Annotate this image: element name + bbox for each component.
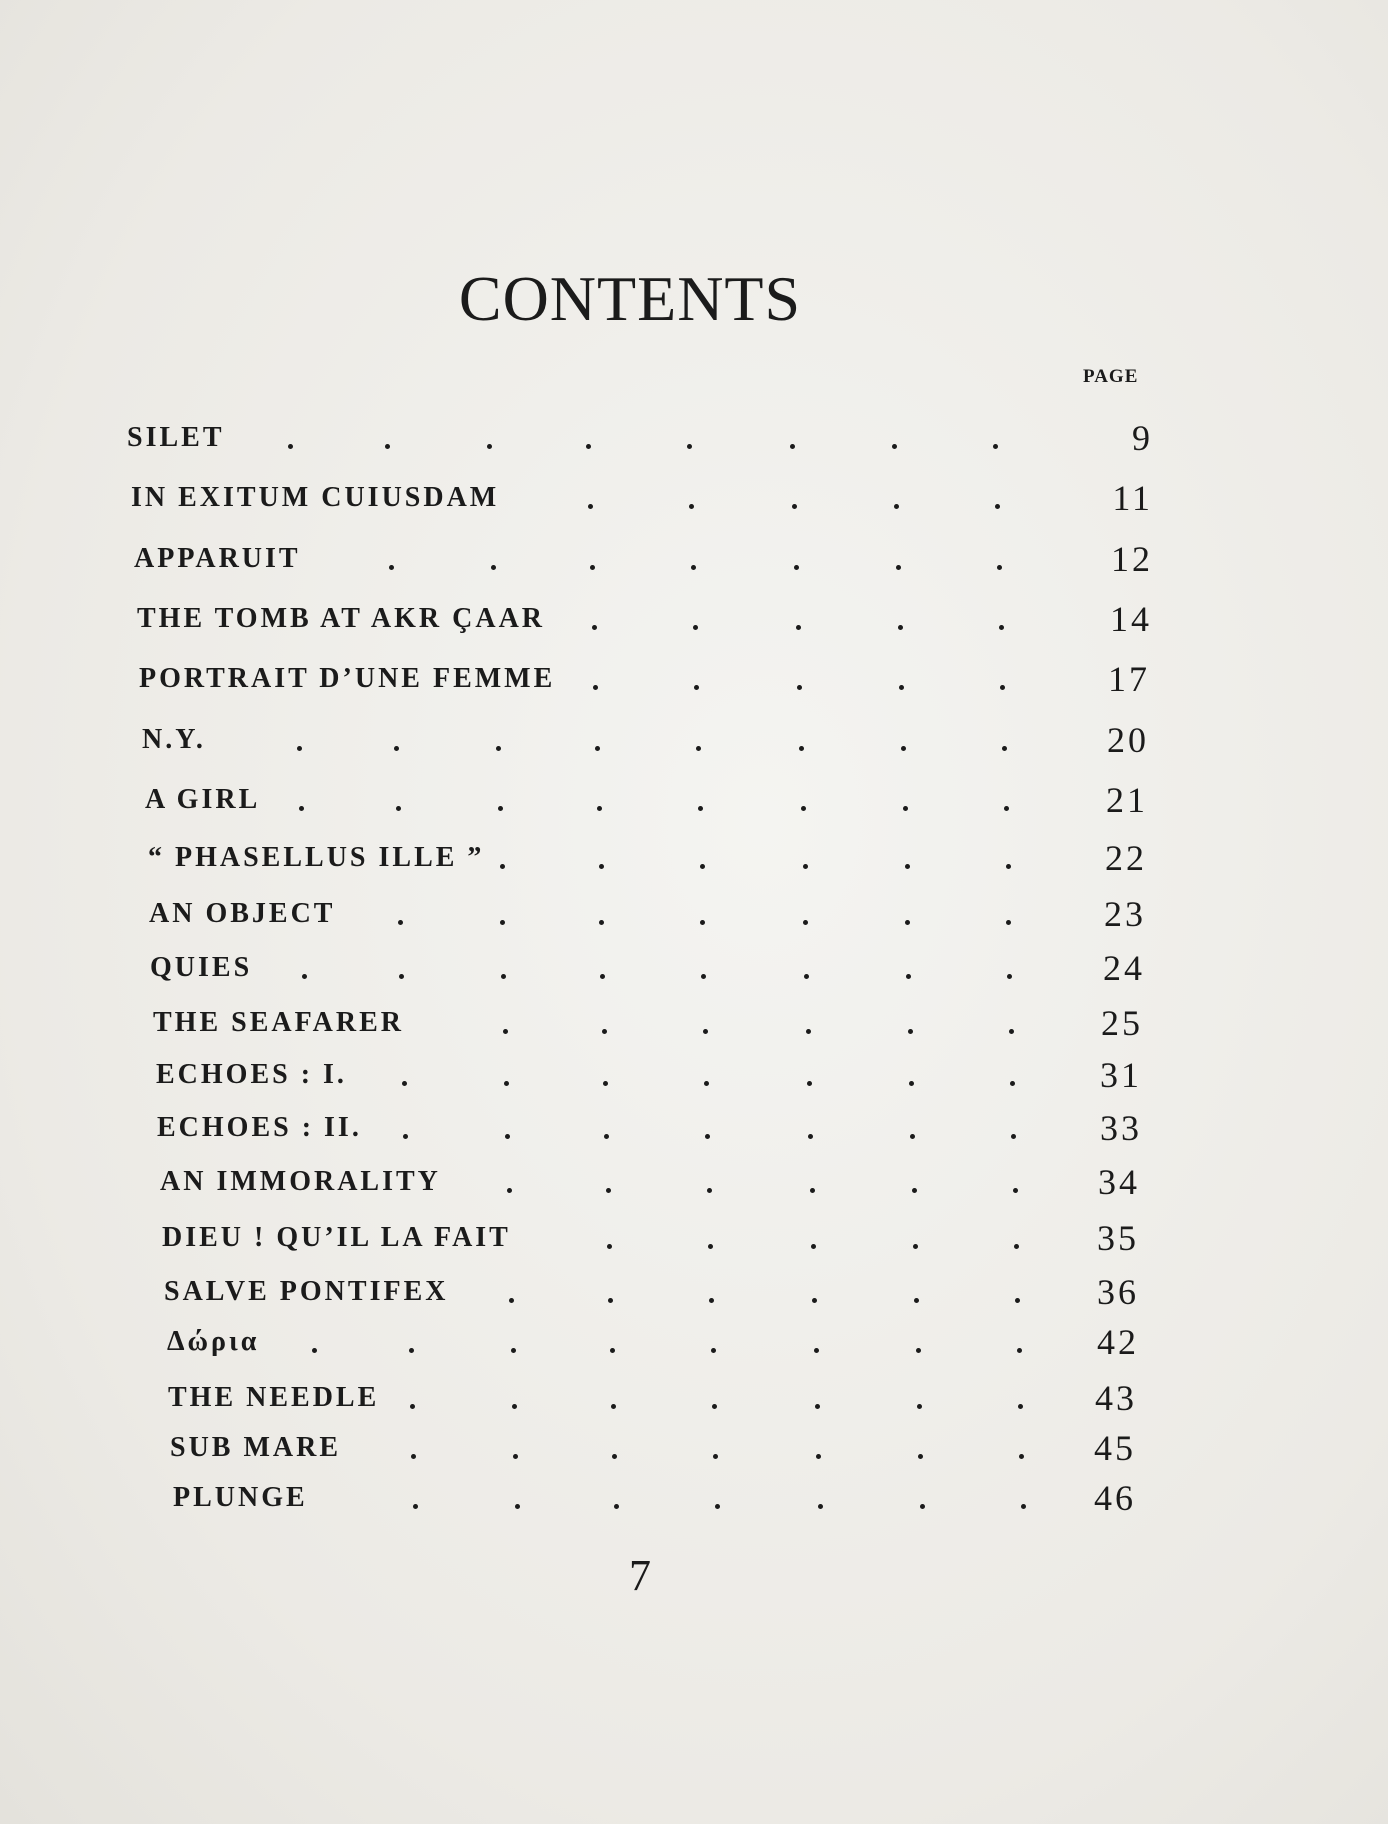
toc-entry-page: 22 [1105,838,1147,878]
toc-entry [0,659,1388,715]
dot-leader [0,1170,1388,1190]
leader-dot [694,685,699,690]
leader-dot [687,444,692,449]
leader-dot [691,565,696,570]
leader-dot [1007,974,1012,979]
leader-dot [917,1404,922,1409]
leader-dot [402,1081,407,1086]
dot-leader [0,1226,1388,1246]
dot-leader [0,1011,1388,1031]
dot-leader [0,728,1388,748]
leader-dot [491,565,496,570]
toc-entry-title: THE NEEDLE [168,1382,380,1413]
leader-dot [1017,1348,1022,1353]
leader-dot [507,1188,512,1193]
leader-dot [818,1504,823,1509]
leader-dot [297,746,302,751]
toc-entry-title: APPARUIT [134,543,301,574]
dot-leader [0,1436,1388,1456]
leader-dot [1000,685,1005,690]
leader-dot [410,1404,415,1409]
toc-entry-title: DIEU ! QU’IL LA FAIT [162,1222,511,1253]
leader-dot [604,1134,609,1139]
leader-dot [1015,1298,1020,1303]
toc-entry [0,1162,1388,1218]
leader-dot [1021,1504,1026,1509]
toc-entry-title: QUIES [150,952,253,983]
leader-dot [700,864,705,869]
toc-entry [0,1055,1388,1111]
leader-dot [592,625,597,630]
dot-leader [0,1280,1388,1300]
leader-dot [693,625,698,630]
leader-dot [399,974,404,979]
leader-dot [715,1504,720,1509]
leader-dot [700,920,705,925]
leader-dot [299,806,304,811]
leader-dot [602,1029,607,1034]
leader-dot [705,1134,710,1139]
leader-dot [918,1454,923,1459]
leader-dot [512,1404,517,1409]
toc-entry-title: A GIRL [145,784,261,815]
toc-entry-page: 24 [1103,948,1145,988]
leader-dot [711,1348,716,1353]
page-number: 7 [629,1551,651,1600]
dot-leader [0,607,1388,627]
toc-entry [0,599,1388,655]
leader-dot [1006,920,1011,925]
leader-dot [920,1504,925,1509]
leader-dot [511,1348,516,1353]
toc-entry [0,1428,1388,1484]
leader-dot [906,974,911,979]
toc-entry-page: 31 [1100,1055,1142,1095]
toc-entry-page: 20 [1107,720,1149,760]
leader-dot [804,974,809,979]
leader-dot [504,1081,509,1086]
dot-leader [0,1116,1388,1136]
leader-dot [1006,864,1011,869]
leader-dot [505,1134,510,1139]
leader-dot [811,1244,816,1249]
dot-leader [0,956,1388,976]
leader-dot [1019,1454,1024,1459]
leader-dot [898,625,903,630]
leader-dot [794,565,799,570]
leader-dot [593,685,598,690]
leader-dot [792,504,797,509]
toc-entry-title: SUB MARE [170,1432,342,1463]
leader-dot [892,444,897,449]
leader-dot [595,746,600,751]
dot-leader [0,902,1388,922]
leader-dot [903,806,908,811]
page-title: CONTENTS [458,263,802,334]
dot-leader [0,486,1388,506]
leader-dot [515,1504,520,1509]
toc-entry-page: 42 [1097,1322,1139,1362]
leader-dot [1013,1188,1018,1193]
toc-entry-title: AN OBJECT [149,898,336,929]
dot-leader [0,1063,1388,1083]
toc-entry-page: 9 [1132,418,1153,458]
toc-entry-page: 17 [1108,659,1150,699]
leader-dot [610,1348,615,1353]
leader-dot [597,806,602,811]
leader-dot [607,1244,612,1249]
leader-dot [899,685,904,690]
toc-entry-page: 45 [1094,1428,1136,1468]
leader-dot [810,1188,815,1193]
toc-entry-page: 11 [1112,478,1153,518]
leader-dot [1010,1081,1015,1086]
leader-dot [599,920,604,925]
leader-dot [603,1081,608,1086]
toc-entry-title: “ PHASELLUS ILLE ” [148,842,485,873]
leader-dot [999,625,1004,630]
leader-dot [712,1404,717,1409]
dot-leader [0,667,1388,687]
toc-entry-page: 23 [1104,894,1146,934]
toc-entry-title: ECHOES : II. [157,1112,362,1143]
toc-entry [0,1218,1388,1274]
toc-entry-title: PORTRAIT D’UNE FEMME [139,663,556,694]
toc-entry-title: PLUNGE [173,1482,308,1513]
leader-dot [797,685,802,690]
leader-dot [701,974,706,979]
dot-leader [0,788,1388,808]
leader-dot [398,920,403,925]
toc-entry-title: THE SEAFARER [153,1007,404,1038]
leader-dot [394,746,399,751]
toc-entry-page: 14 [1110,599,1152,639]
leader-dot [796,625,801,630]
leader-dot [600,974,605,979]
dot-leader [0,846,1388,866]
leader-dot [905,920,910,925]
leader-dot [704,1081,709,1086]
leader-dot [599,864,604,869]
toc-entry [0,1322,1388,1378]
toc-entry-title: THE TOMB AT AKR ÇAAR [137,603,546,634]
leader-dot [498,806,503,811]
toc-entry [0,418,1388,474]
leader-dot [894,504,899,509]
leader-dot [608,1298,613,1303]
dot-leader [0,547,1388,567]
leader-dot [908,1029,913,1034]
toc-entry [0,478,1388,534]
toc-entry [0,948,1388,1004]
leader-dot [403,1134,408,1139]
leader-dot [396,806,401,811]
leader-dot [614,1504,619,1509]
leader-dot [1002,746,1007,751]
leader-dot [807,1081,812,1086]
leader-dot [708,1244,713,1249]
leader-dot [496,746,501,751]
leader-dot [905,864,910,869]
toc-entry-page: 36 [1097,1272,1139,1312]
leader-dot [995,504,1000,509]
leader-dot [790,444,795,449]
toc-entry [0,1378,1388,1434]
leader-dot [812,1298,817,1303]
toc-entry-title: SALVE PONTIFEX [164,1276,449,1307]
leader-dot [413,1504,418,1509]
leader-dot [703,1029,708,1034]
toc-entry [0,1272,1388,1328]
toc-entry-page: 25 [1101,1003,1143,1043]
toc-entry-page: 35 [1097,1218,1139,1258]
leader-dot [500,920,505,925]
leader-dot [1011,1134,1016,1139]
leader-dot [1018,1404,1023,1409]
toc-entry [0,1108,1388,1164]
toc-entry-title: ECHOES : I. [156,1059,347,1090]
toc-entry [0,539,1388,595]
leader-dot [993,444,998,449]
toc-entry [0,720,1388,776]
leader-dot [689,504,694,509]
toc-entry-page: 46 [1094,1478,1136,1518]
leader-dot [385,444,390,449]
dot-leader [0,1330,1388,1350]
leader-dot [808,1134,813,1139]
leader-dot [913,1244,918,1249]
leader-dot [901,746,906,751]
leader-dot [288,444,293,449]
leader-dot [909,1081,914,1086]
page-column-label: PAGE [1083,366,1139,387]
leader-dot [713,1454,718,1459]
leader-dot [612,1454,617,1459]
leader-dot [509,1298,514,1303]
dot-leader [0,1386,1388,1406]
leader-dot [799,746,804,751]
toc-entry-page: 33 [1100,1108,1142,1148]
leader-dot [500,864,505,869]
leader-dot [411,1454,416,1459]
toc-entry [0,1003,1388,1059]
leader-dot [997,565,1002,570]
leader-dot [606,1188,611,1193]
leader-dot [698,806,703,811]
leader-dot [312,1348,317,1353]
leader-dot [513,1454,518,1459]
toc-entry-page: 12 [1111,539,1153,579]
toc-entry [0,780,1388,836]
leader-dot [586,444,591,449]
leader-dot [803,920,808,925]
leader-dot [806,1029,811,1034]
toc-entry-title: Δώρια [167,1326,260,1357]
toc-entry-title: AN IMMORALITY [160,1166,441,1197]
dot-leader [0,426,1388,446]
toc-entry [0,1478,1388,1534]
leader-dot [409,1348,414,1353]
toc-entry-title: N.Y. [142,724,206,755]
leader-dot [696,746,701,751]
leader-dot [914,1298,919,1303]
dot-leader [0,1486,1388,1506]
leader-dot [816,1454,821,1459]
leader-dot [590,565,595,570]
leader-dot [503,1029,508,1034]
leader-dot [896,565,901,570]
leader-dot [801,806,806,811]
toc-entry-page: 21 [1106,780,1148,820]
leader-dot [910,1134,915,1139]
leader-dot [588,504,593,509]
toc-entry [0,894,1388,950]
leader-dot [389,565,394,570]
leader-dot [487,444,492,449]
toc-entry-title: SILET [127,422,225,453]
leader-dot [1014,1244,1019,1249]
toc-entry-title: IN EXITUM CUIUSDAM [131,482,500,513]
leader-dot [814,1348,819,1353]
leader-dot [912,1188,917,1193]
leader-dot [707,1188,712,1193]
leader-dot [803,864,808,869]
leader-dot [302,974,307,979]
leader-dot [611,1404,616,1409]
leader-dot [916,1348,921,1353]
toc-entry-page: 43 [1095,1378,1137,1418]
leader-dot [501,974,506,979]
leader-dot [1009,1029,1014,1034]
toc-entry [0,838,1388,894]
leader-dot [709,1298,714,1303]
leader-dot [815,1404,820,1409]
leader-dot [1004,806,1009,811]
toc-entry-page: 34 [1098,1162,1140,1202]
